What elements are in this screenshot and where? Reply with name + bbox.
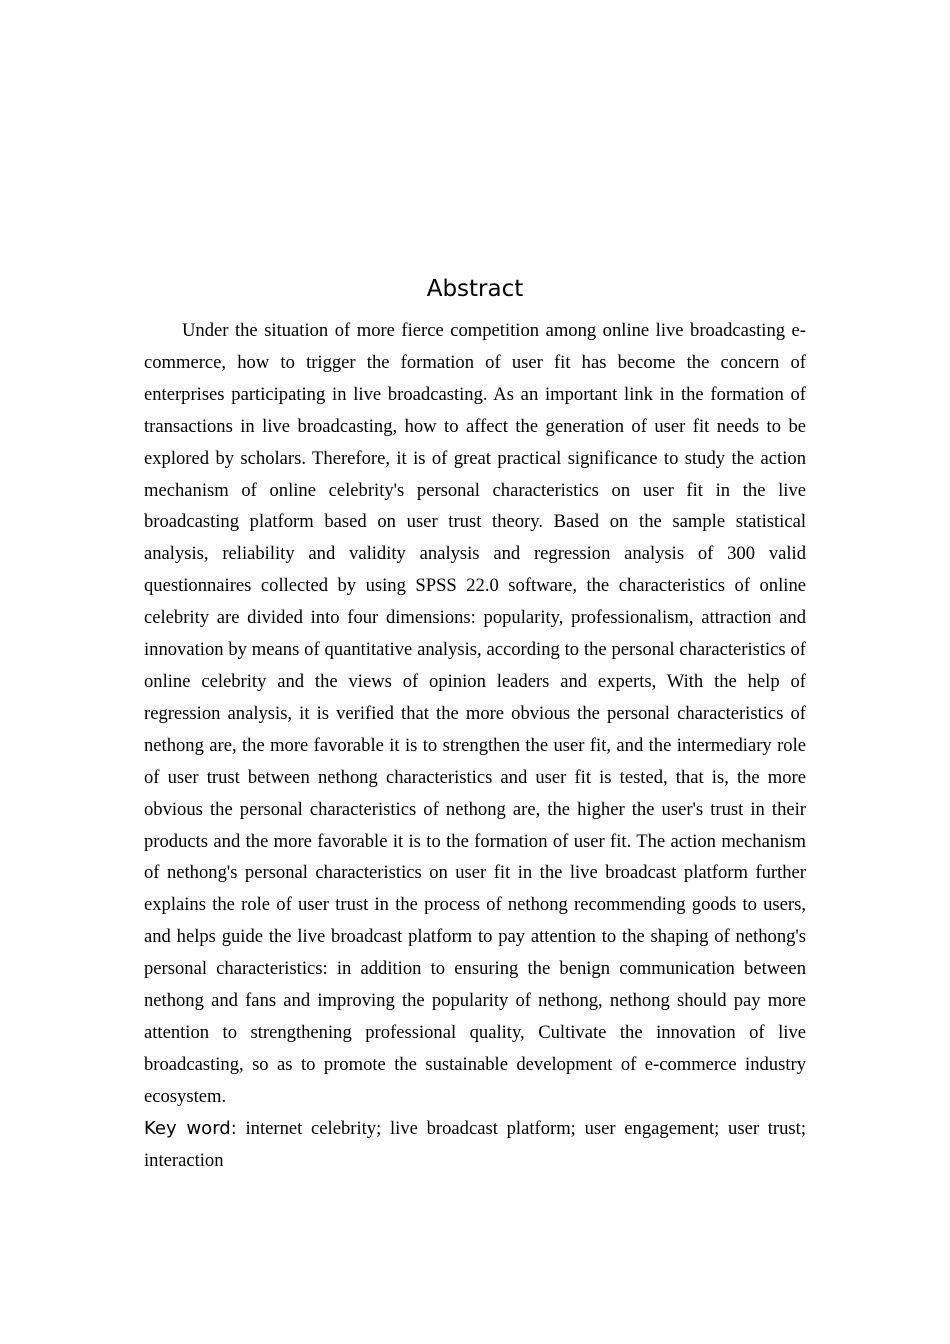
keywords-label: Key word: xyxy=(144,1118,237,1139)
abstract-title: Abstract xyxy=(426,276,524,302)
keywords-text: internet celebrity; live broadcast platform; user engagement; user trust; interaction xyxy=(144,1118,806,1171)
keywords-line xyxy=(144,1113,806,1177)
abstract-body: Under the situation of more fierce competition among online live broadcasting e-commerce, how to trigger the formation of user fit has become the concern of enterprises participating in live broadcasting. As an important link in the formation of transactions in live broadcasting, how to affect the generation of user fit needs to be explored by scholars. Therefore, it is of great practical significance to study the action mechanism of online celebrity's personal characteristics on user fit in the live broadcasting platform based on user trust theory. Based on the sample statistical analysis, reliability and validity analysis and regression analysis of 300 valid questionnaires collected by using SPSS 22.0 software, the characteristics of online celebrity are divided into four dimensions: popularity, professionalism, attraction and innovation by means of quantitative analysis, according to the personal characteristics of online celebrity and the views of opinion leaders and experts, With the help of regression analysis, it is verified that the more obvious the personal characteristics of nethong are, the more favorable it is to strengthen the user fit, and the intermediary role of user trust between nethong characteristics and user fit is tested, that is, the more obvious the personal characteristics of nethong are, the higher the user's trust in their products and the more favorable it is to the formation of user fit. The action mechanism of nethong's personal characteristics on user fit in the live broadcast platform further explains the role of user trust in the process of nethong recommending goods to users, and helps guide the live broadcast platform to pay attention to the shaping of nethong's personal characteristics: in addition to ensuring the benign communication between nethong and fans and improving the popularity of nethong, nethong should pay more attention to strengthening professional quality, Cultivate the innovation of live broadcasting, so as to promote the sustainable development of e-commerce industry ecosystem. xyxy=(144,320,806,1107)
